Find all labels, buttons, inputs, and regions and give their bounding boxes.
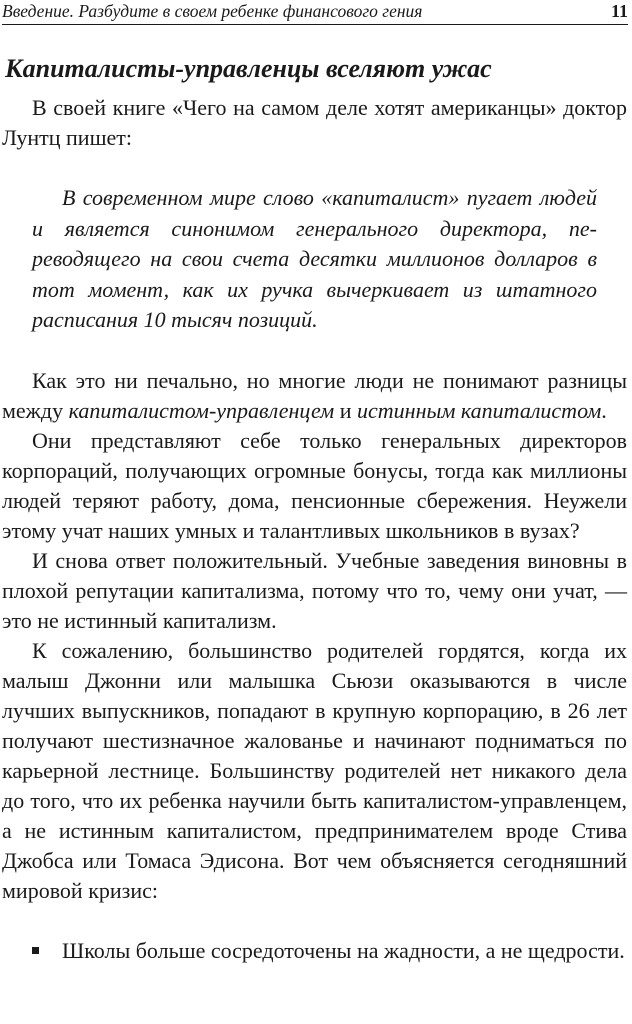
emphasis-true-capitalist: истинным капиталистом xyxy=(357,397,602,423)
paragraph-1 xyxy=(2,366,627,426)
quote-block xyxy=(2,183,627,336)
bullet-item xyxy=(2,936,627,966)
emphasis-capitalist-manager: капиталистом-управленцем xyxy=(68,397,335,423)
paragraph-1-end: . xyxy=(601,397,607,423)
paragraph-1-conjunction: и xyxy=(334,397,357,423)
paragraph-4: К сожалению, большинство родителей гордятся, когда их малыш Джонни или малышка Сьюзи оказываются в числе лучших выпускников, попадают в крупную корпорацию, в 26 лет получают шестизначное жалованье и начинают подниматься по карьерной лестнице. Большинству родителей нет никакого дела до того, что их ребенка научили быть капиталистом-управленцем, а не истинным капиталистом, предпринимателем вроде Стива Джобса или Томаса Эдисона. Вот чем объясняется сегодняшний мировой кризис: xyxy=(2,637,627,903)
running-title: Введение. Разбудите в своем ребенке финансового гения xyxy=(2,1,423,21)
running-header xyxy=(2,0,628,25)
square-bullet-icon xyxy=(32,947,39,954)
paragraph-1-start: Как это ни печально, но многие люди не понимают разницы между xyxy=(2,367,627,423)
page-number: 11 xyxy=(610,1,628,21)
quote-text: В современном мире слово «капиталист» пугает людей и является синонимом генерального директора, переводящего на свои счета десятки миллионов долларов в тот момент, как их ручка вычеркивает из штатного расписания 10 тысяч позиций. xyxy=(32,185,597,332)
paragraph-2: Они представляют себе только генеральных директоров корпораций, получающих огромные бонусы, тогда как миллионы людей теряют работу, дома, пенсионные сбережения. Неужели этому учат наших умных и талантливых школьников в вузах? xyxy=(2,427,627,543)
paragraph-3: И снова ответ положительный. Учебные заведения виновны в плохой репутации капитализма, потому что то, чему они учат, — это не истинный капитализм. xyxy=(2,547,627,633)
intro-paragraph: В своей книге «Чего на самом деле хотят американцы» доктор Лунтц пишет: xyxy=(2,95,627,150)
bullet-text: Школы больше сосредоточены на жадности, а не щедрости. xyxy=(62,937,625,963)
bullet-list xyxy=(2,936,627,966)
body-text xyxy=(2,93,627,966)
section-heading: Капиталисты-управленцы вселяют ужас xyxy=(5,54,492,83)
